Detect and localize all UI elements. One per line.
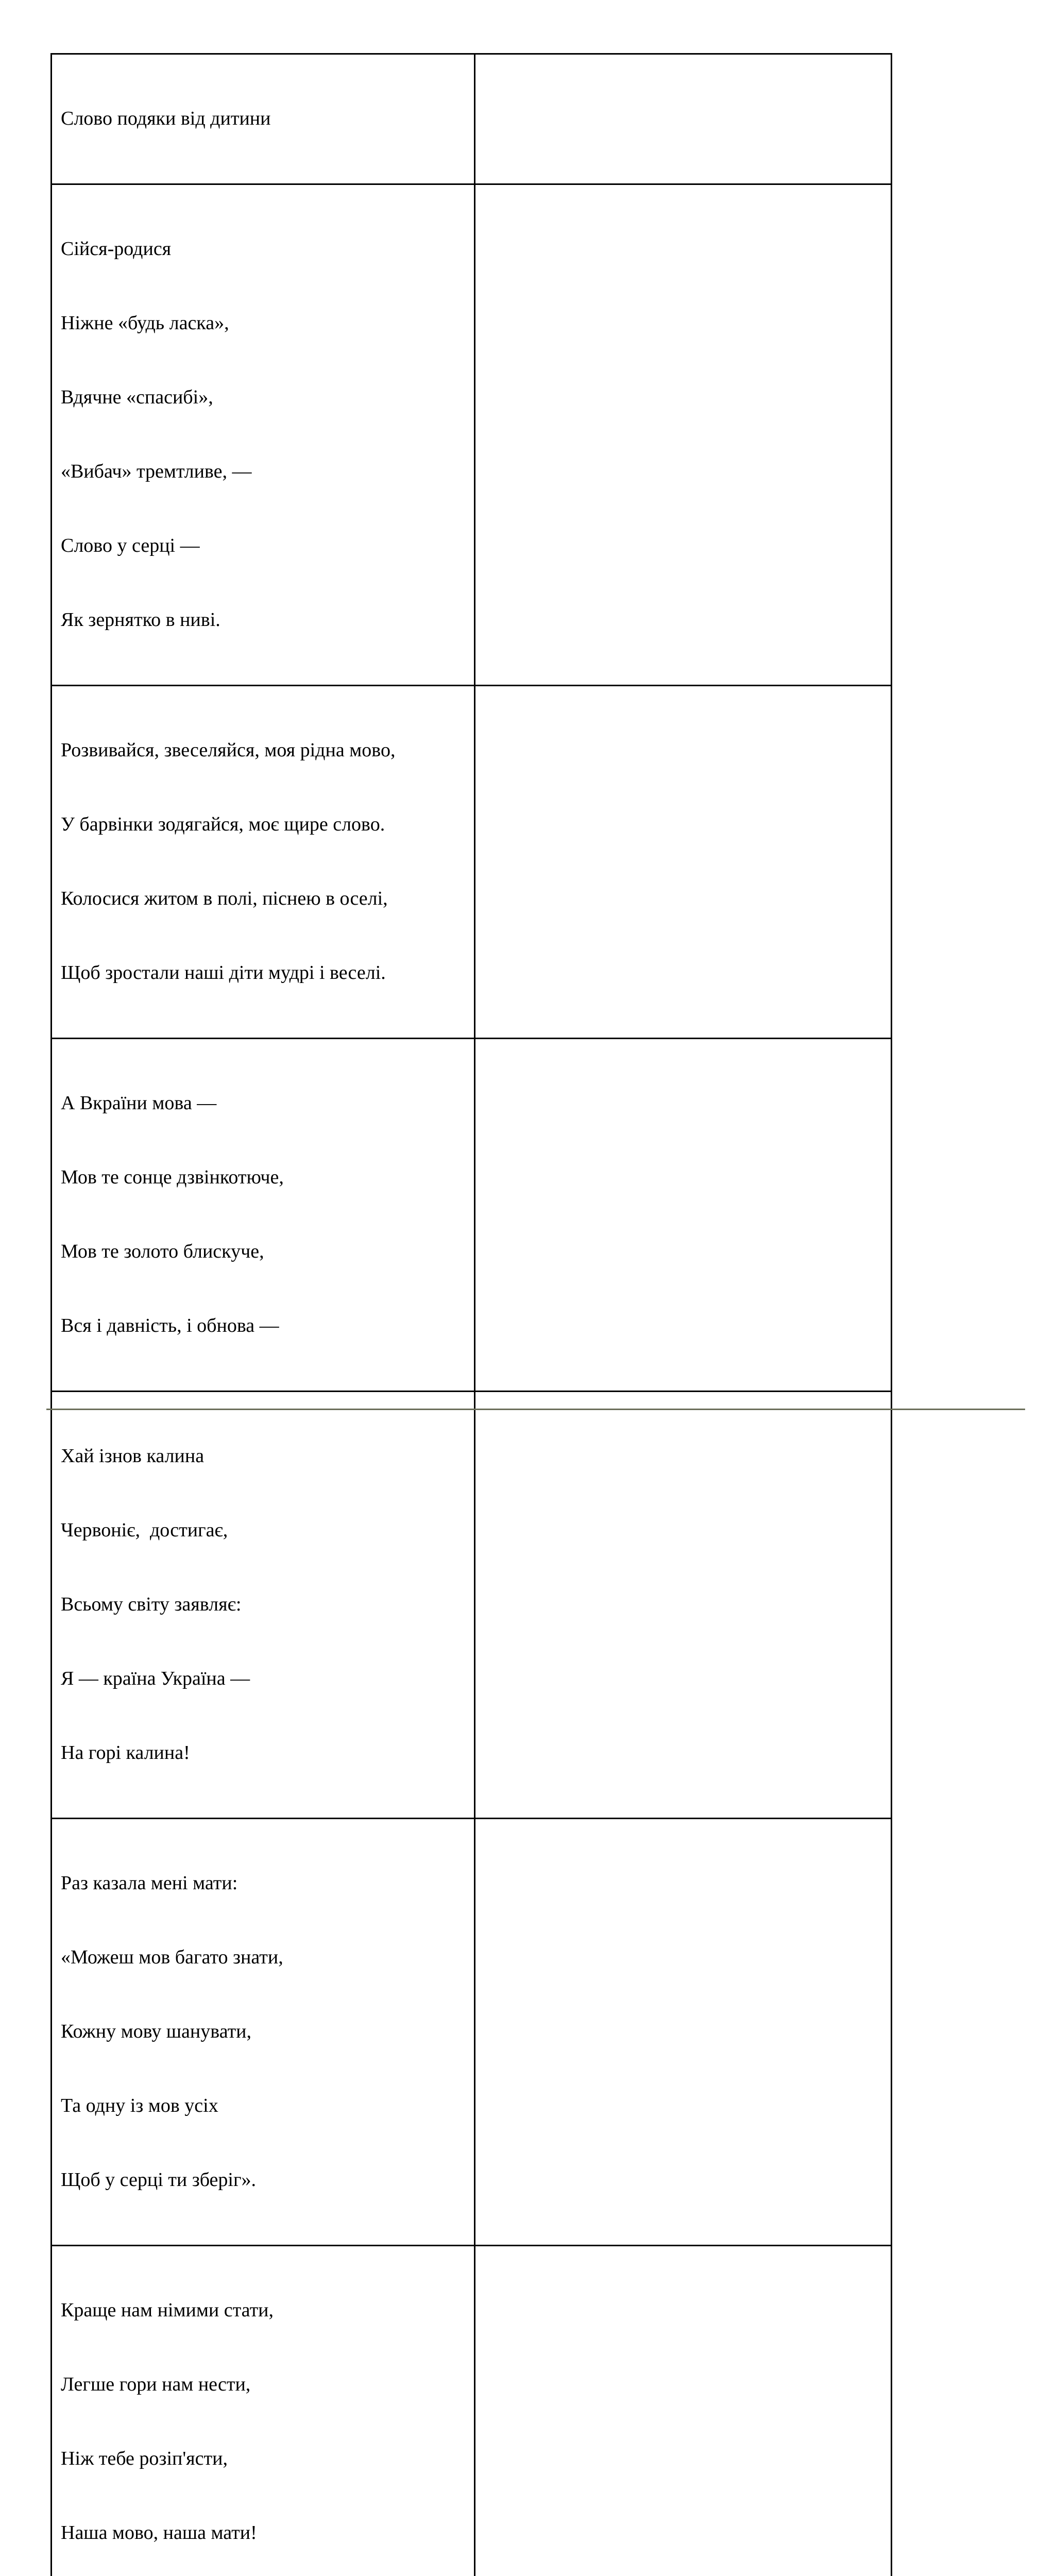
poem-line: Сійся-родися — [61, 236, 474, 261]
poem-line: Мов те сонце дзвінкотюче, — [61, 1165, 474, 1190]
poem-line: Вся і давність, і обнова — — [61, 1313, 474, 1338]
poem-line: Як зернятко в ниві. — [61, 607, 474, 632]
table-row — [52, 1819, 892, 2246]
poem-line: Розвивайся, звеселяйся, моя рідна мово, — [61, 738, 474, 762]
poem-cell — [52, 1039, 475, 1392]
poem-line: Щоб зростали наші діти мудрі і веселі. — [61, 960, 474, 985]
poem-line: У барвінки зодягайся, моє щире слово. — [61, 812, 474, 837]
poem-line: Кожну мову шанувати, — [61, 2019, 474, 2044]
table-row — [52, 184, 892, 686]
poem-line: «Можеш мов багато знати, — [61, 1945, 474, 1970]
poem-line: Та одну із мов усіх — [61, 2093, 474, 2118]
poem-line: Хай ізнов калина — [61, 1444, 474, 1468]
empty-cell — [475, 1819, 892, 2246]
table-row — [52, 686, 892, 1039]
poem-line: Слово подяки від дитини — [61, 106, 474, 131]
empty-cell — [475, 54, 892, 184]
poem-cell — [52, 1819, 475, 2246]
poem-cell — [52, 2246, 475, 2576]
table-row — [52, 2246, 892, 2576]
poem-line: Краще нам німими стати, — [61, 2298, 474, 2323]
poem-line: Червоніє, достигає, — [61, 1518, 474, 1543]
poems-table-body — [52, 54, 892, 2576]
poem-line: На горі калина! — [61, 1740, 474, 1765]
poem-line: А Вкраїни мова — — [61, 1091, 474, 1115]
empty-cell — [475, 686, 892, 1039]
footer-divider — [46, 1409, 1025, 1410]
poem-line: Ніжне «будь ласка», — [61, 311, 474, 335]
poem-cell — [52, 686, 475, 1039]
poem-line: Вдячне «спасибі», — [61, 385, 474, 410]
poem-cell — [52, 184, 475, 686]
poem-line: Щоб у серці ти зберіг». — [61, 2167, 474, 2192]
poem-line: Наша мово, наша мати! — [61, 2520, 474, 2545]
poem-line: Всьому світу заявляє: — [61, 1592, 474, 1617]
table-row — [52, 1392, 892, 1819]
poems-table — [50, 53, 892, 2576]
poem-cell — [52, 54, 475, 184]
poem-line: «Вибач» тремтливе, — — [61, 459, 474, 484]
poem-line: Раз казала мені мати: — [61, 1871, 474, 1895]
poem-line: Ніж тебе розіп'ясти, — [61, 2446, 474, 2471]
empty-cell — [475, 1392, 892, 1819]
table-row — [52, 54, 892, 184]
poem-cell — [52, 1392, 475, 1819]
empty-cell — [475, 184, 892, 686]
poem-line: Легше гори нам нести, — [61, 2372, 474, 2397]
empty-cell — [475, 2246, 892, 2576]
table-row — [52, 1039, 892, 1392]
poem-line: Я — країна Україна — — [61, 1666, 474, 1691]
poem-line: Мов те золото блискуче, — [61, 1239, 474, 1264]
empty-cell — [475, 1039, 892, 1392]
poem-line: Колосися житом в полі, піснею в оселі, — [61, 886, 474, 911]
poem-line: Слово у серці — — [61, 533, 474, 558]
